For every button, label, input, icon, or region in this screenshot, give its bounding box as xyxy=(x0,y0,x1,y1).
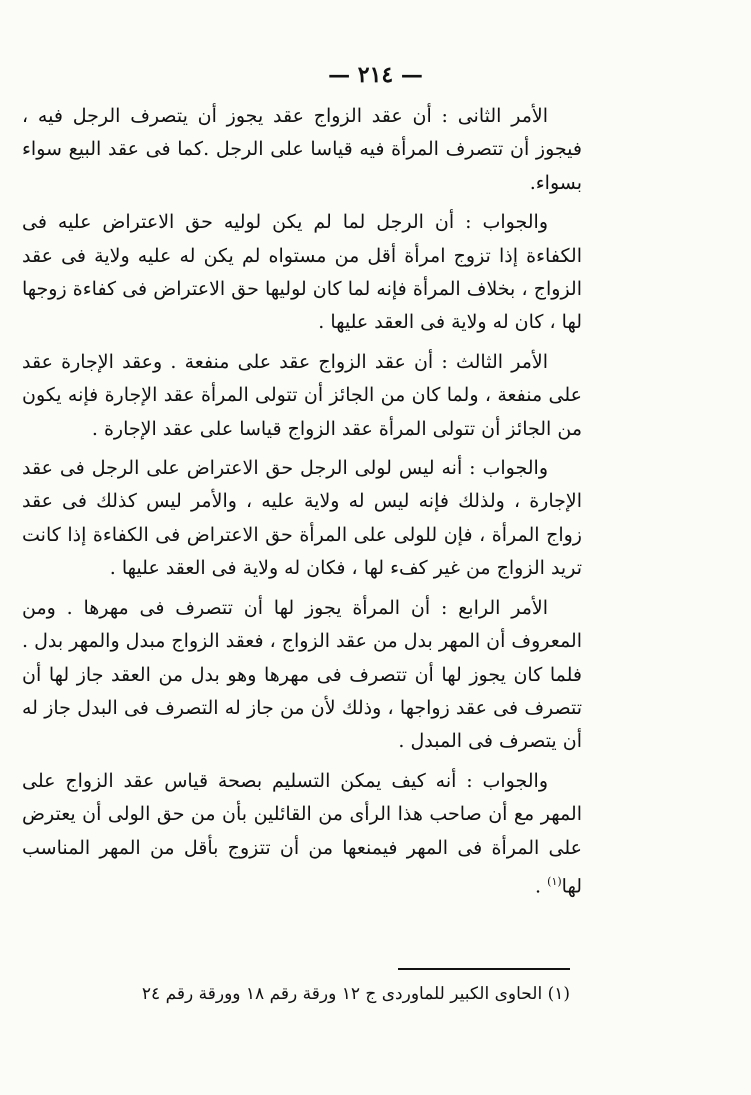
closing-mark: . xyxy=(535,875,542,898)
footnote-divider xyxy=(398,968,570,970)
paragraph-third-matter: الأمر الثالث : أن عقد الزواج عقد على منفعة . وعقد الإجارة عقد على منفعة ، ولما كان من الجائز أن تتولى المرأة عقد الإجارة فإنه يكون من الجائز أن تتولى المرأة عقد الزواج قياسا على عقد الإجارة . xyxy=(22,350,582,440)
page-number: — ٢١٤ — xyxy=(328,62,423,88)
paragraph-answer-3-text: والجواب : أنه كيف يمكن التسليم بصحة قياس عقد الزواج على المهر مع أن صاحب هذا الرأى من القائلين بأن من حق الولى أن يعترض على المرأة فى المهر فيمنعها من أن تتزوج بأقل من المهر المناسب لها xyxy=(22,769,582,898)
paragraph-answer-3 xyxy=(22,765,582,904)
paragraph-second-matter: الأمر الثانى : أن عقد الزواج عقد يجوز أن يتصرف الرجل فيه ، فيجوز أن تتصرف المرأة فيه قياسا على الرجل .كما فى عقد البيع سواء بسواء. xyxy=(22,105,582,194)
footnote: (١) الحاوى الكبير للماوردى ج ١٢ ورقة رقم ١٨ وورقة رقم ٢٤ xyxy=(141,984,570,1004)
body-text xyxy=(22,100,582,904)
paragraph-answer-2: والجواب : أنه ليس لولى الرجل حق الاعتراض على الرجل فى عقد الإجارة ، ولذلك فإنه ليس له ولاية عليه ، والأمر ليس كذلك فى عقد زواج المرأة ، فإن للولى على المرأة حق الاعتراض فى الكفاءة إذا كانت تريد الزواج من غير كفء لها ، فكان له ولاية فى العقد عليها . xyxy=(22,457,582,580)
paragraph-answer-1: والجواب : أن الرجل لما لم يكن لوليه حق الاعتراض عليه فى الكفاءة إذا تزوج امرأة أقل من مستواه لم يكن له عليه ولاية فى عقد الزواج ، بخلاف المرأة فإنه لما كان لوليها حق الاعتراض فى كفاءة زوجها لها ، كان له ولاية فى العقد عليها . xyxy=(22,211,582,334)
footnote-marker: (١) xyxy=(547,874,562,888)
paragraph-fourth-matter: الأمر الرابع : أن المرأة يجوز لها أن تتصرف فى مهرها . ومن المعروف أن المهر بدل من عقد الزواج ، فعقد الزواج مبدل والمهر بدل . فلما كان يجوز لها أن تتصرف فى مهرها وهو بدل من العقد جاز لها أن تتصرف فى عقد زواجها ، وذلك لأن من جاز له التصرف فى البدل جاز له أن يتصرف فى المبدل . xyxy=(21,596,582,753)
